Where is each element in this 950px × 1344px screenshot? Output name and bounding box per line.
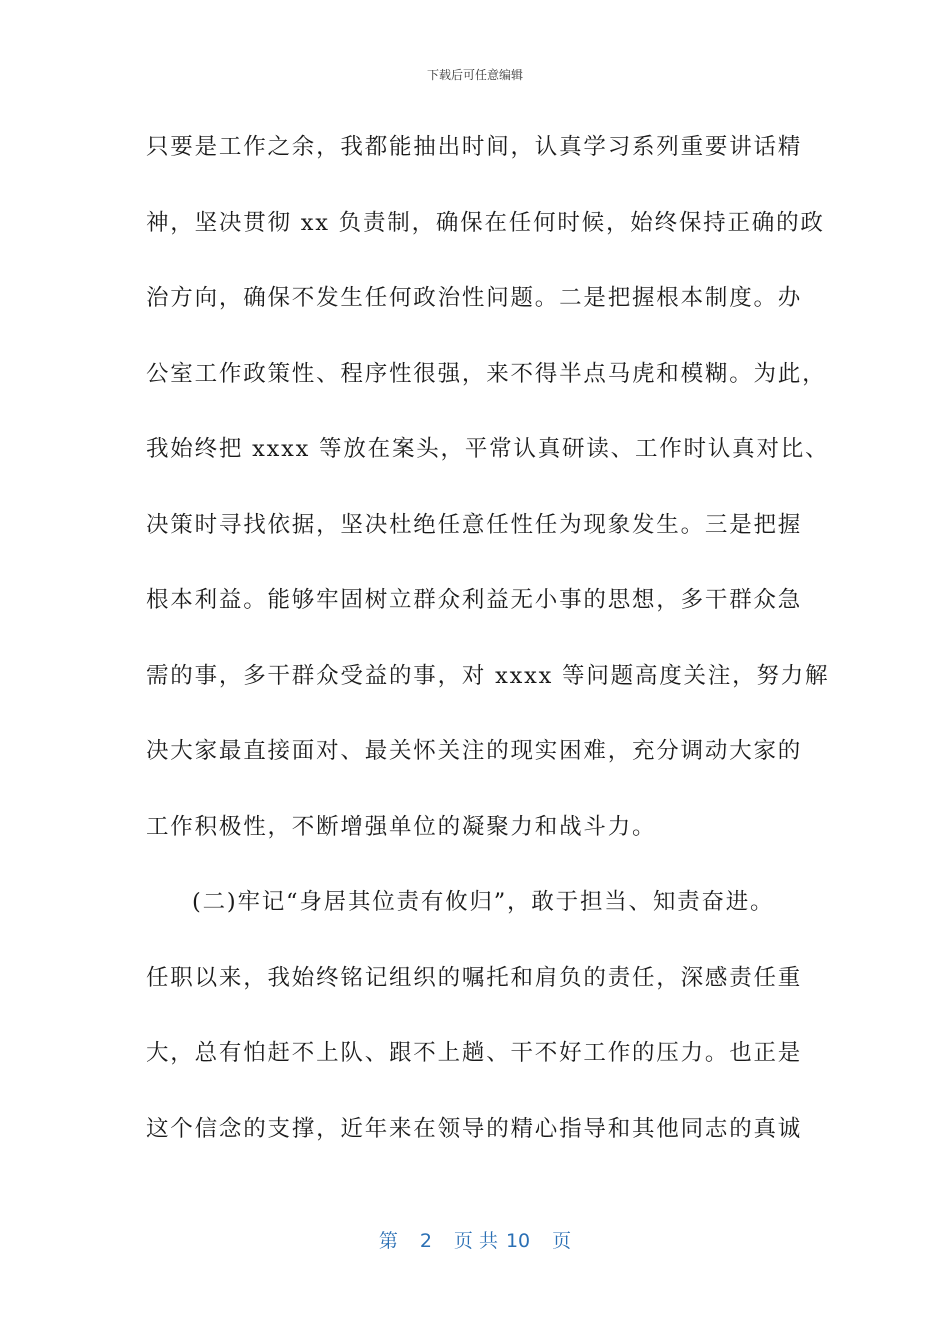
body-line: 治方向，确保不发生任何政治性问题。二是把握根本制度。办 bbox=[146, 285, 803, 311]
section-heading-line: (二)牢记“身居其位责有攸归”，敢于担当、知责奋进。 bbox=[192, 889, 775, 915]
body-line: 大，总有怕赶不上队、跟不上趟、干不好工作的压力。也正是 bbox=[146, 1040, 803, 1066]
footer-total-pages: 10 bbox=[505, 1230, 531, 1252]
header-note: 下载后可任意编辑 bbox=[426, 68, 523, 82]
footer-suffix: 页 bbox=[552, 1230, 572, 1252]
body-line: 这个信念的支撑，近年来在领导的精心指导和其他同志的真诚 bbox=[146, 1115, 803, 1142]
footer-current-page: 2 bbox=[419, 1230, 432, 1252]
body-line: 决大家最直接面对、最关怀关注的现实困难，充分调动大家的 bbox=[146, 738, 803, 764]
document-body bbox=[146, 128, 830, 1185]
page-footer bbox=[0, 1226, 950, 1253]
footer-middle: 页 共 bbox=[453, 1230, 498, 1252]
body-line: 只要是工作之余，我都能抽出时间，认真学习系列重要讲话精 bbox=[146, 134, 803, 160]
body-line: 工作积极性，不断增强单位的凝聚力和战斗力。 bbox=[146, 813, 657, 840]
body-line: 任职以来，我始终铭记组织的嘱托和肩负的责任，深感责任重 bbox=[146, 964, 803, 991]
body-line: 根本利益。能够牢固树立群众利益无小事的思想，多干群众急 bbox=[146, 587, 803, 613]
body-line: 需的事，多干群众受益的事，对 xxxx 等问题高度关注，努力解 bbox=[146, 662, 830, 689]
footer-prefix: 第 bbox=[378, 1230, 398, 1252]
body-line: 我始终把 xxxx 等放在案头，平常认真研读、工作时认真对比、 bbox=[146, 436, 830, 462]
body-line: 神，坚决贯彻 xx 负责制，确保在任何时候，始终保持正确的政 bbox=[146, 209, 825, 236]
body-line: 公室工作政策性、程序性很强，来不得半点马虎和模糊。为此， bbox=[146, 360, 827, 387]
body-line: 决策时寻找依据，坚决杜绝任意任性任为现象发生。三是把握 bbox=[146, 511, 803, 538]
